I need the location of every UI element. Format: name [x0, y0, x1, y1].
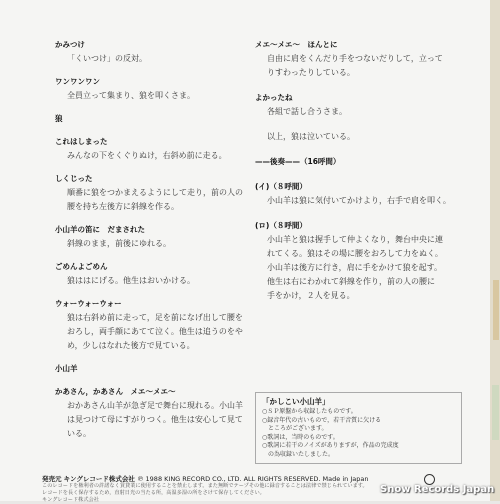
notes-line: の為収録いたしました。 [262, 450, 335, 458]
section-heading: よかったね [255, 93, 293, 102]
section-text: りすわったりしている。 [267, 68, 355, 77]
section-text: め，少しはなれた後方で見ている。 [67, 341, 195, 350]
notes-line: ○録音年代の古いもので，若干音質に欠ける [262, 416, 382, 424]
section-text: れてくる。狼はその場に腰をおろして力をぬく。 [267, 249, 443, 258]
watermark: Snow Records Japan [380, 484, 495, 495]
section-heading: (イ)（８呼間） [255, 182, 307, 191]
footer-label: 発売元 [42, 475, 62, 483]
section-heading: ウォーウォーウォー [55, 299, 122, 308]
section-text: 以上，狼は泣いている。 [267, 132, 355, 141]
section-text: 小山羊は狼に気付いてかけより，右手で肩を叩く。 [267, 196, 451, 205]
footer-company: キングレコード株式会社 [63, 475, 135, 483]
section-text: 「くいつけ」の反対。 [67, 54, 147, 63]
sheet-edge [490, 0, 500, 501]
section-heading: しくじった [55, 174, 93, 183]
section-heading: かあさん，かあさん メエ〜メエ〜 [55, 387, 176, 396]
section-text: 各組で話し合うさま。 [267, 107, 347, 116]
section-text: 狼ははにげる。他生はおいかける。 [67, 276, 195, 285]
notes-line: ○歌詞に若干のノイズがありますが，作品の完成度 [262, 442, 399, 449]
section-heading: かみつけ [55, 40, 85, 49]
section-heading: ワンワンワン [55, 77, 100, 86]
notes-box [255, 392, 462, 464]
section-heading: メエ〜メエ〜 ほんとに [255, 40, 338, 49]
footer-copyright: ℗ 1988 KING RECORD CO., LTD. ALL RIGHTS RESERVED. Made in Japan [136, 475, 369, 483]
section-text: 自由に肩をくんだり手をつないだりして，立って [267, 54, 443, 63]
section-text: みんなの下をくぐりぬけ，右斜め前に走る。 [67, 151, 227, 160]
notes-line: ところがございます。 [262, 425, 328, 432]
section-text: 順番に狼をつかまえるようにして走り，前の人の [67, 188, 243, 197]
section-text: 手をかけ，２人を見る。 [267, 291, 355, 300]
section-heading: (ロ)（８呼間） [255, 221, 307, 230]
section-text: 全員立って集まり、狼を叩くさま。 [67, 91, 195, 100]
section-text: おろし，両手顔にあてて泣く。他生は追うのをや [67, 327, 243, 336]
section-text: は見つけて母にすがりつく。他生は安心して見て [67, 415, 243, 424]
section-heading: 小山羊 [55, 364, 78, 373]
notes-line: ○歌詞は，当時のものです。 [262, 433, 339, 441]
section-heading: ——後奏——（16呼間） [255, 157, 341, 166]
footer-note-2: レコードを長く保存するため，直射日光の当たる所，高温多湿の所をさけて保存してください。 [42, 490, 265, 496]
section-heading: 小山羊の笛に だまされた [55, 225, 145, 234]
footer-note-1: このレコードを権利者の許諾なく賃貸業に使用することを禁止します。また無断でテープその他に録音することは法律で禁じられています。 [42, 483, 368, 489]
section-text: 小山羊は後方に行き，肩に手をかけて狼を起す。 [267, 263, 443, 272]
section-heading: ごめんよごめん [55, 262, 108, 271]
footer-note-3: キングレコード株式会社 [42, 497, 99, 503]
notes-title: 「かしこい小山羊」 [262, 397, 330, 406]
section-text: 狼は右斜め前に走って，足を前になげ出して腰を [67, 313, 243, 322]
section-text: 斜線のまま，前後にゆれる。 [67, 239, 171, 248]
section-text: いる。 [67, 429, 91, 438]
section-text: 小山羊と狼は握手して仲よくなり，舞台中央に連 [267, 235, 443, 244]
notes-line: ○ＳＰ原盤から収録したものです。 [262, 408, 357, 415]
section-text: 他生は右にわかれて斜線を作り，前の人の腰に [267, 277, 435, 286]
section-text: 腰を持ち左後方に斜線を作る。 [67, 202, 179, 211]
section-text: おかあさん山羊が急ぎ足で舞台に現れる。小山羊 [67, 401, 243, 410]
section-heading: これはしまった [55, 137, 108, 146]
section-heading: 狼 [55, 114, 63, 123]
